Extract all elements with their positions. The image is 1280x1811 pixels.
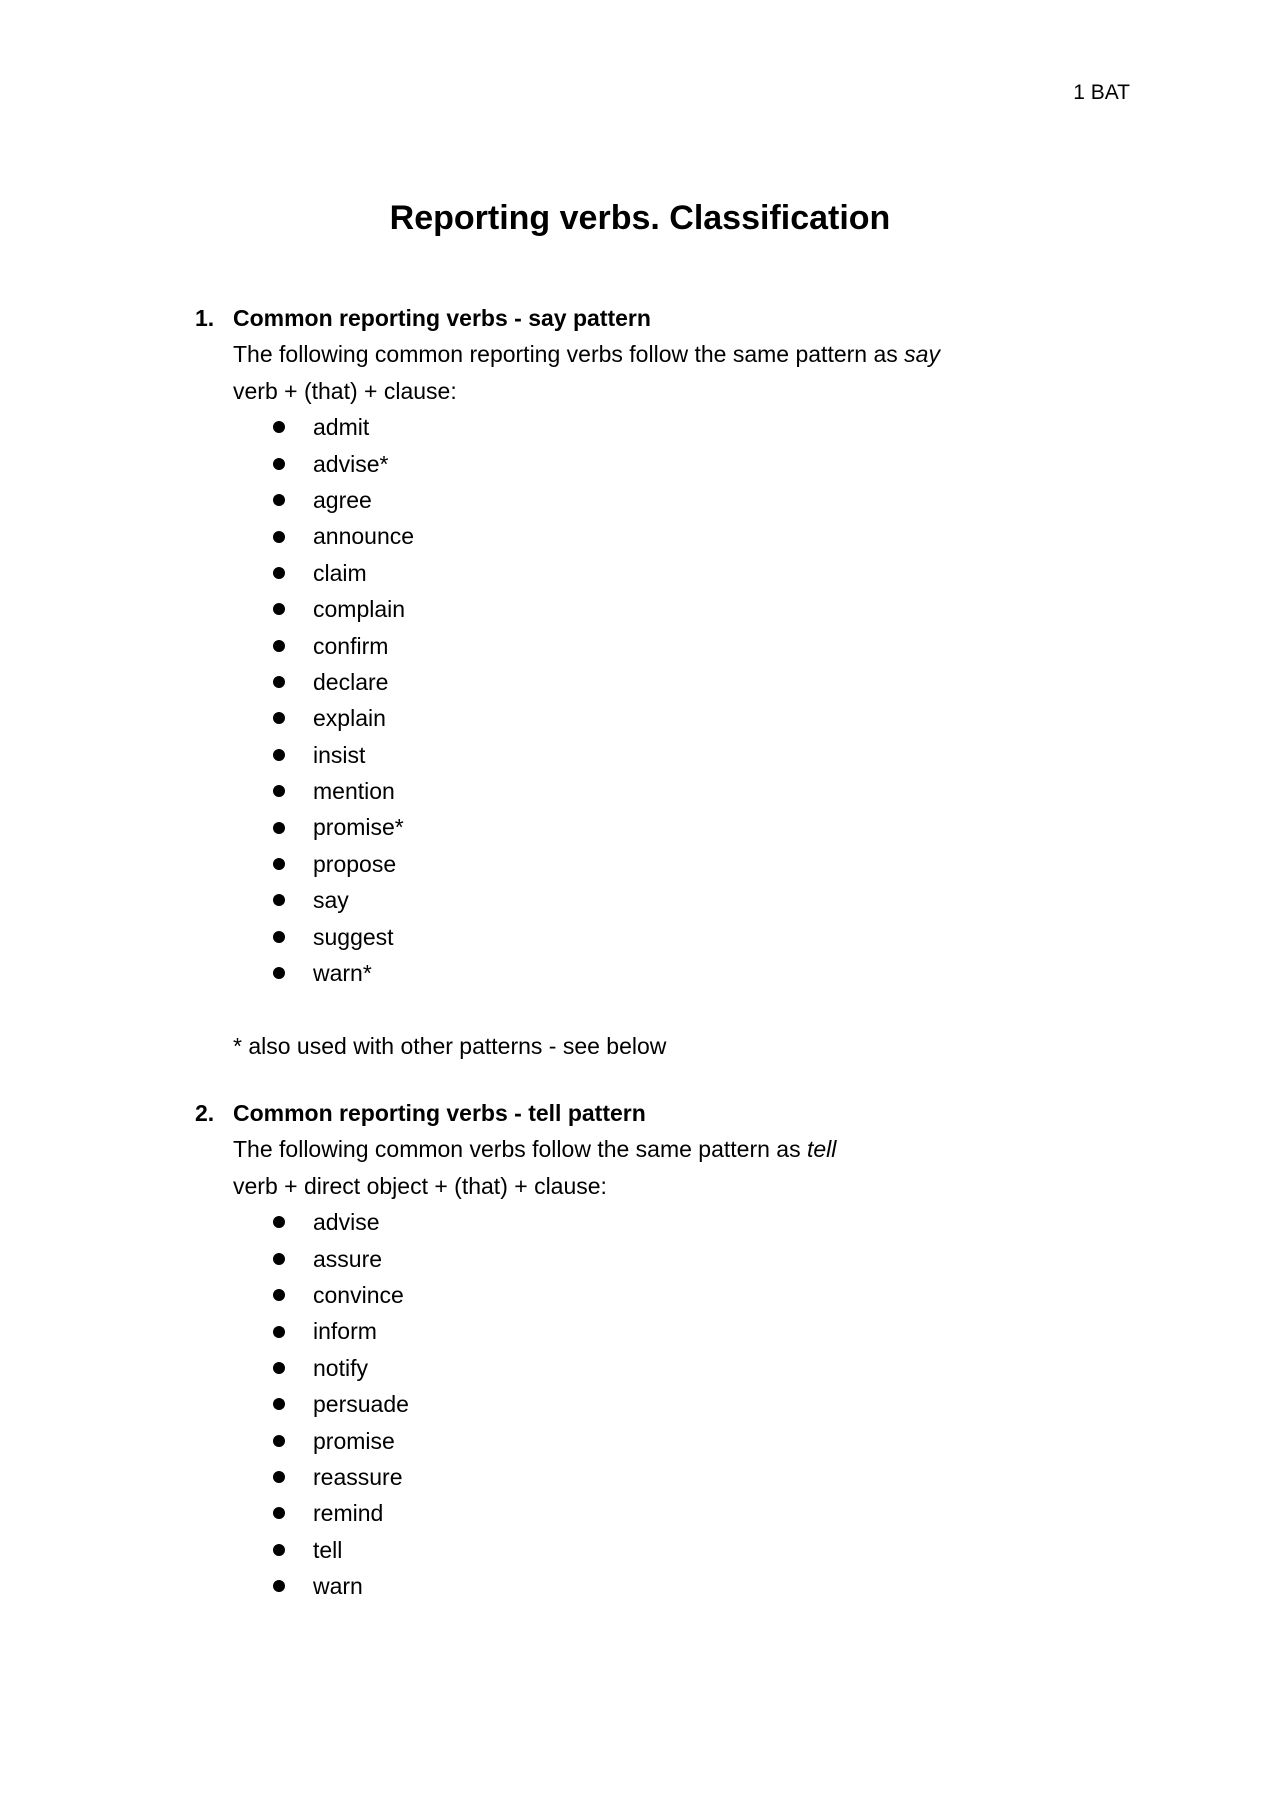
list-item [273, 1532, 1095, 1568]
list-item [273, 1204, 1095, 1240]
list-item [273, 1350, 1095, 1386]
list-item [273, 482, 1095, 518]
section-title: Common reporting verbs - tell pattern [233, 1100, 646, 1126]
bullet-icon [273, 858, 285, 870]
bullet-icon [273, 1471, 285, 1483]
bullet-icon [273, 458, 285, 470]
page-title: Reporting verbs. Classification [389, 199, 891, 237]
bullet-icon [273, 1544, 285, 1556]
bullet-icon [273, 640, 285, 652]
bullet-icon [273, 1507, 285, 1519]
bullet-icon [273, 1289, 285, 1301]
list-item [273, 955, 1095, 991]
verb-label: explain [313, 705, 386, 732]
bullet-icon [273, 567, 285, 579]
section-pattern: verb + (that) + clause: [233, 377, 457, 404]
verb-label: declare [313, 668, 389, 695]
verb-label: inform [313, 1318, 377, 1345]
verb-label: promise* [313, 814, 404, 841]
verb-label: warn* [313, 960, 372, 987]
bullet-icon [273, 1398, 285, 1410]
bullet-icon [273, 1216, 285, 1228]
section-tell-pattern [195, 1095, 1095, 1604]
intro-example-verb: tell [807, 1136, 837, 1163]
list-item [273, 1568, 1095, 1604]
list-item [273, 664, 1095, 700]
intro-text: The following common reporting verbs follow the same pattern as [233, 341, 905, 368]
verb-label: tell [313, 1536, 343, 1563]
section-title: Common reporting verbs - say pattern [233, 305, 651, 331]
verb-label: confirm [313, 632, 389, 659]
section-heading [195, 1095, 1095, 1131]
list-item [273, 919, 1095, 955]
verb-label: insist [313, 741, 366, 768]
list-item [273, 882, 1095, 918]
bullet-icon [273, 1362, 285, 1374]
verb-label: admit [313, 414, 370, 441]
list-item [273, 591, 1095, 627]
list-item [273, 846, 1095, 882]
bullet-icon [273, 894, 285, 906]
section-number: 2. [195, 1100, 215, 1126]
bullet-icon [273, 967, 285, 979]
bullet-icon [273, 785, 285, 797]
verb-label: remind [313, 1500, 384, 1527]
section-intro [195, 1131, 1095, 1167]
list-item [273, 809, 1095, 845]
verb-label: reassure [313, 1463, 403, 1490]
bullet-icon [273, 1435, 285, 1447]
section-intro [195, 336, 1095, 372]
verb-label: propose [313, 850, 397, 877]
verb-label: notify [313, 1354, 368, 1381]
verb-list [195, 1204, 1095, 1604]
verb-label: agree [313, 486, 372, 513]
intro-text: The following common verbs follow the same pattern as [233, 1136, 807, 1163]
list-item [273, 1277, 1095, 1313]
verb-label: complain [313, 596, 406, 623]
list-item [273, 518, 1095, 554]
list-item [273, 628, 1095, 664]
list-item [273, 1241, 1095, 1277]
verb-label: claim [313, 559, 367, 586]
verb-label: advise* [313, 450, 389, 477]
verb-label: convince [313, 1281, 404, 1308]
verb-label: announce [313, 523, 415, 550]
section-pattern: verb + direct object + (that) + clause: [233, 1172, 607, 1199]
list-item [273, 1459, 1095, 1495]
bullet-icon [273, 494, 285, 506]
list-item [273, 700, 1095, 736]
header-label: 1 BAT [1073, 81, 1130, 104]
bullet-icon [273, 822, 285, 834]
list-item [273, 1313, 1095, 1349]
list-item [273, 446, 1095, 482]
verb-label: promise [313, 1427, 395, 1454]
list-item [273, 773, 1095, 809]
bullet-icon [273, 1580, 285, 1592]
verb-label: say [313, 887, 349, 914]
bullet-icon [273, 931, 285, 943]
verb-list [195, 409, 1095, 991]
intro-example-verb: say [904, 341, 940, 368]
footnote: * also used with other patterns - see below [233, 1032, 667, 1059]
section-number: 1. [195, 305, 215, 331]
list-item [273, 1495, 1095, 1531]
bullet-icon [273, 421, 285, 433]
section-say-pattern [195, 300, 1095, 1064]
bullet-icon [273, 676, 285, 688]
list-item [273, 555, 1095, 591]
verb-label: mention [313, 778, 395, 805]
verb-label: advise [313, 1209, 380, 1236]
verb-label: persuade [313, 1391, 409, 1418]
list-item [273, 409, 1095, 445]
section-heading [195, 300, 1095, 336]
bullet-icon [273, 1253, 285, 1265]
bullet-icon [273, 712, 285, 724]
verb-label: assure [313, 1245, 383, 1272]
bullet-icon [273, 1326, 285, 1338]
bullet-icon [273, 531, 285, 543]
bullet-icon [273, 749, 285, 761]
verb-label: suggest [313, 923, 394, 950]
bullet-icon [273, 603, 285, 615]
list-item [273, 1386, 1095, 1422]
verb-label: warn [313, 1573, 363, 1600]
list-item [273, 1423, 1095, 1459]
list-item [273, 737, 1095, 773]
